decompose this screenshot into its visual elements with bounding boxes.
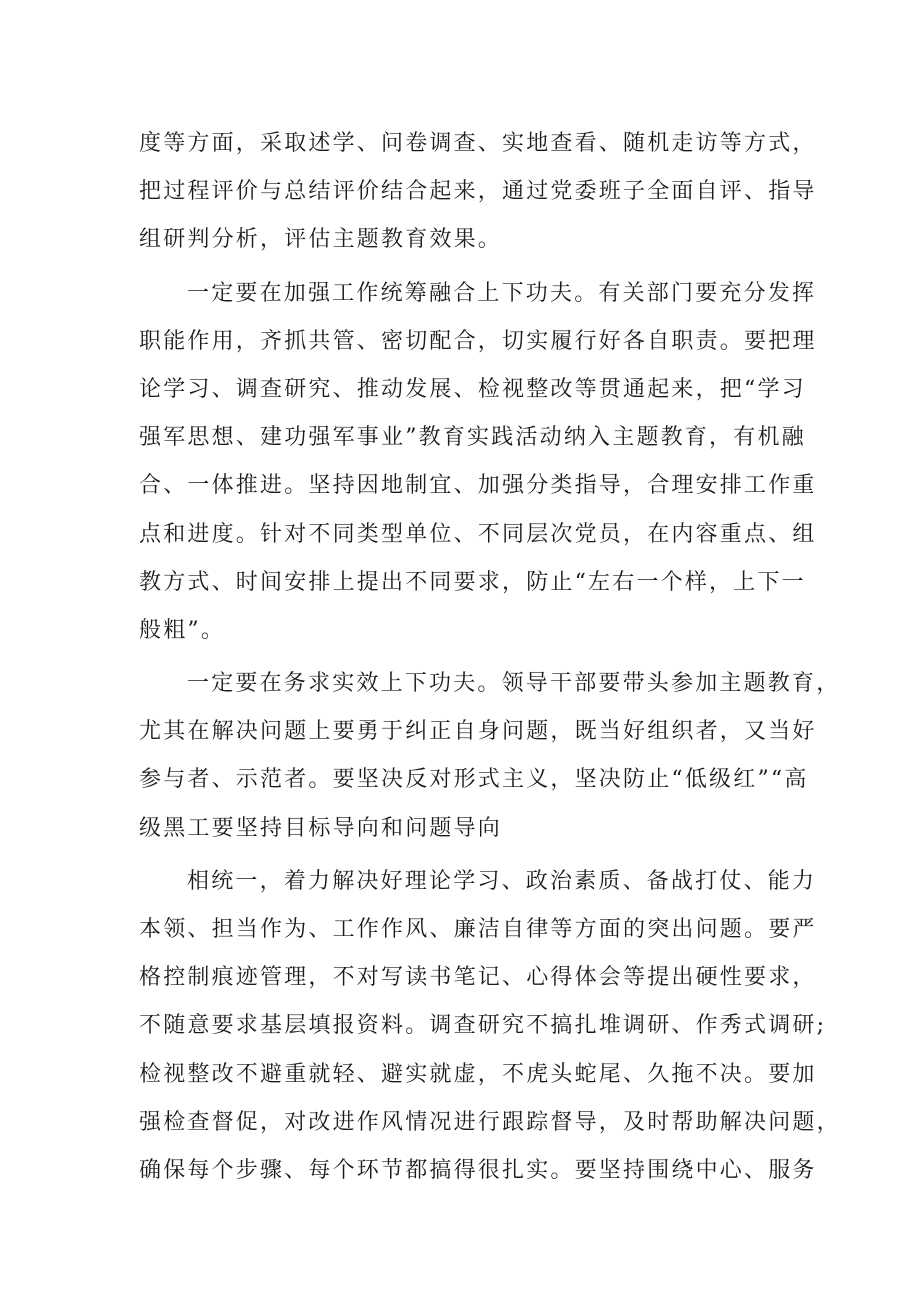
text-line: 不随意要求基层填报资料。调查研究不搞扎堆调研、作秀式调研;: [139, 1013, 827, 1039]
text-line: 强检查督促，对改进作风情况进行跟踪督导，及时帮助解决问题，: [139, 1109, 841, 1135]
text-line: 论学习、调查研究、推动发展、检视整改等贯通起来，把“学习: [139, 376, 806, 402]
text-line: 点和进度。针对不同类型单位、不同层次党员，在内容重点、组: [139, 521, 817, 547]
text-line: 尤其在解决问题上要勇于纠正自身问题，既当好组织者，又当好: [139, 719, 817, 745]
text-line: 相统一，着力解决好理论学习、政治素质、备战打仗、能力: [187, 868, 817, 894]
text-line: 般粗”。: [139, 617, 226, 643]
text-line: 本领、担当作为、工作作风、廉洁自律等方面的突出问题。要严: [139, 917, 817, 942]
text-line: 组研判分析，评估主题教育效果。: [139, 227, 503, 253]
text-line: 一定要在加强工作统筹融合上下功夫。有关部门要充分发挥: [187, 280, 817, 306]
text-line: 度等方面，采取述学、问卷调查、实地查看、随机走访等方式，: [139, 131, 817, 156]
text-line: 强军思想、建功强军事业”教育实践活动纳入主题教育，有机融: [139, 425, 806, 451]
text-line: 职能作用，齐抓共管、密切配合，切实履行好各自职责。要把理: [139, 328, 817, 354]
text-line: 把过程评价与总结评价结合起来，通过党委班子全面自评、指导: [139, 179, 817, 205]
document-body: [139, 120, 841, 1195]
text-line: 格控制痕迹管理，不对写读书笔记、心得体会等提出硬性要求，: [139, 965, 817, 991]
text-line: 检视整改不避重就轻、避实就虚，不虎头蛇尾、久拖不决。要加: [139, 1061, 817, 1087]
text-line: 确保每个步骤、每个环节都搞得很扎实。要坚持围绕中心、服务: [139, 1157, 817, 1183]
text-line: 一定要在务求实效上下功夫。领导干部要带头参加主题教育，: [187, 671, 841, 697]
text-line: 教方式、时间安排上提出不同要求，防止“左右一个样，上下一: [139, 569, 806, 595]
text-line: 合、一体推进。坚持因地制宜、加强分类指导，合理安排工作重: [139, 473, 817, 499]
text-line: 参与者、示范者。要坚决反对形式主义，坚决防止“低级红”“高: [139, 767, 809, 793]
text-line: 级黑工要坚持目标导向和问题导向: [139, 815, 503, 841]
